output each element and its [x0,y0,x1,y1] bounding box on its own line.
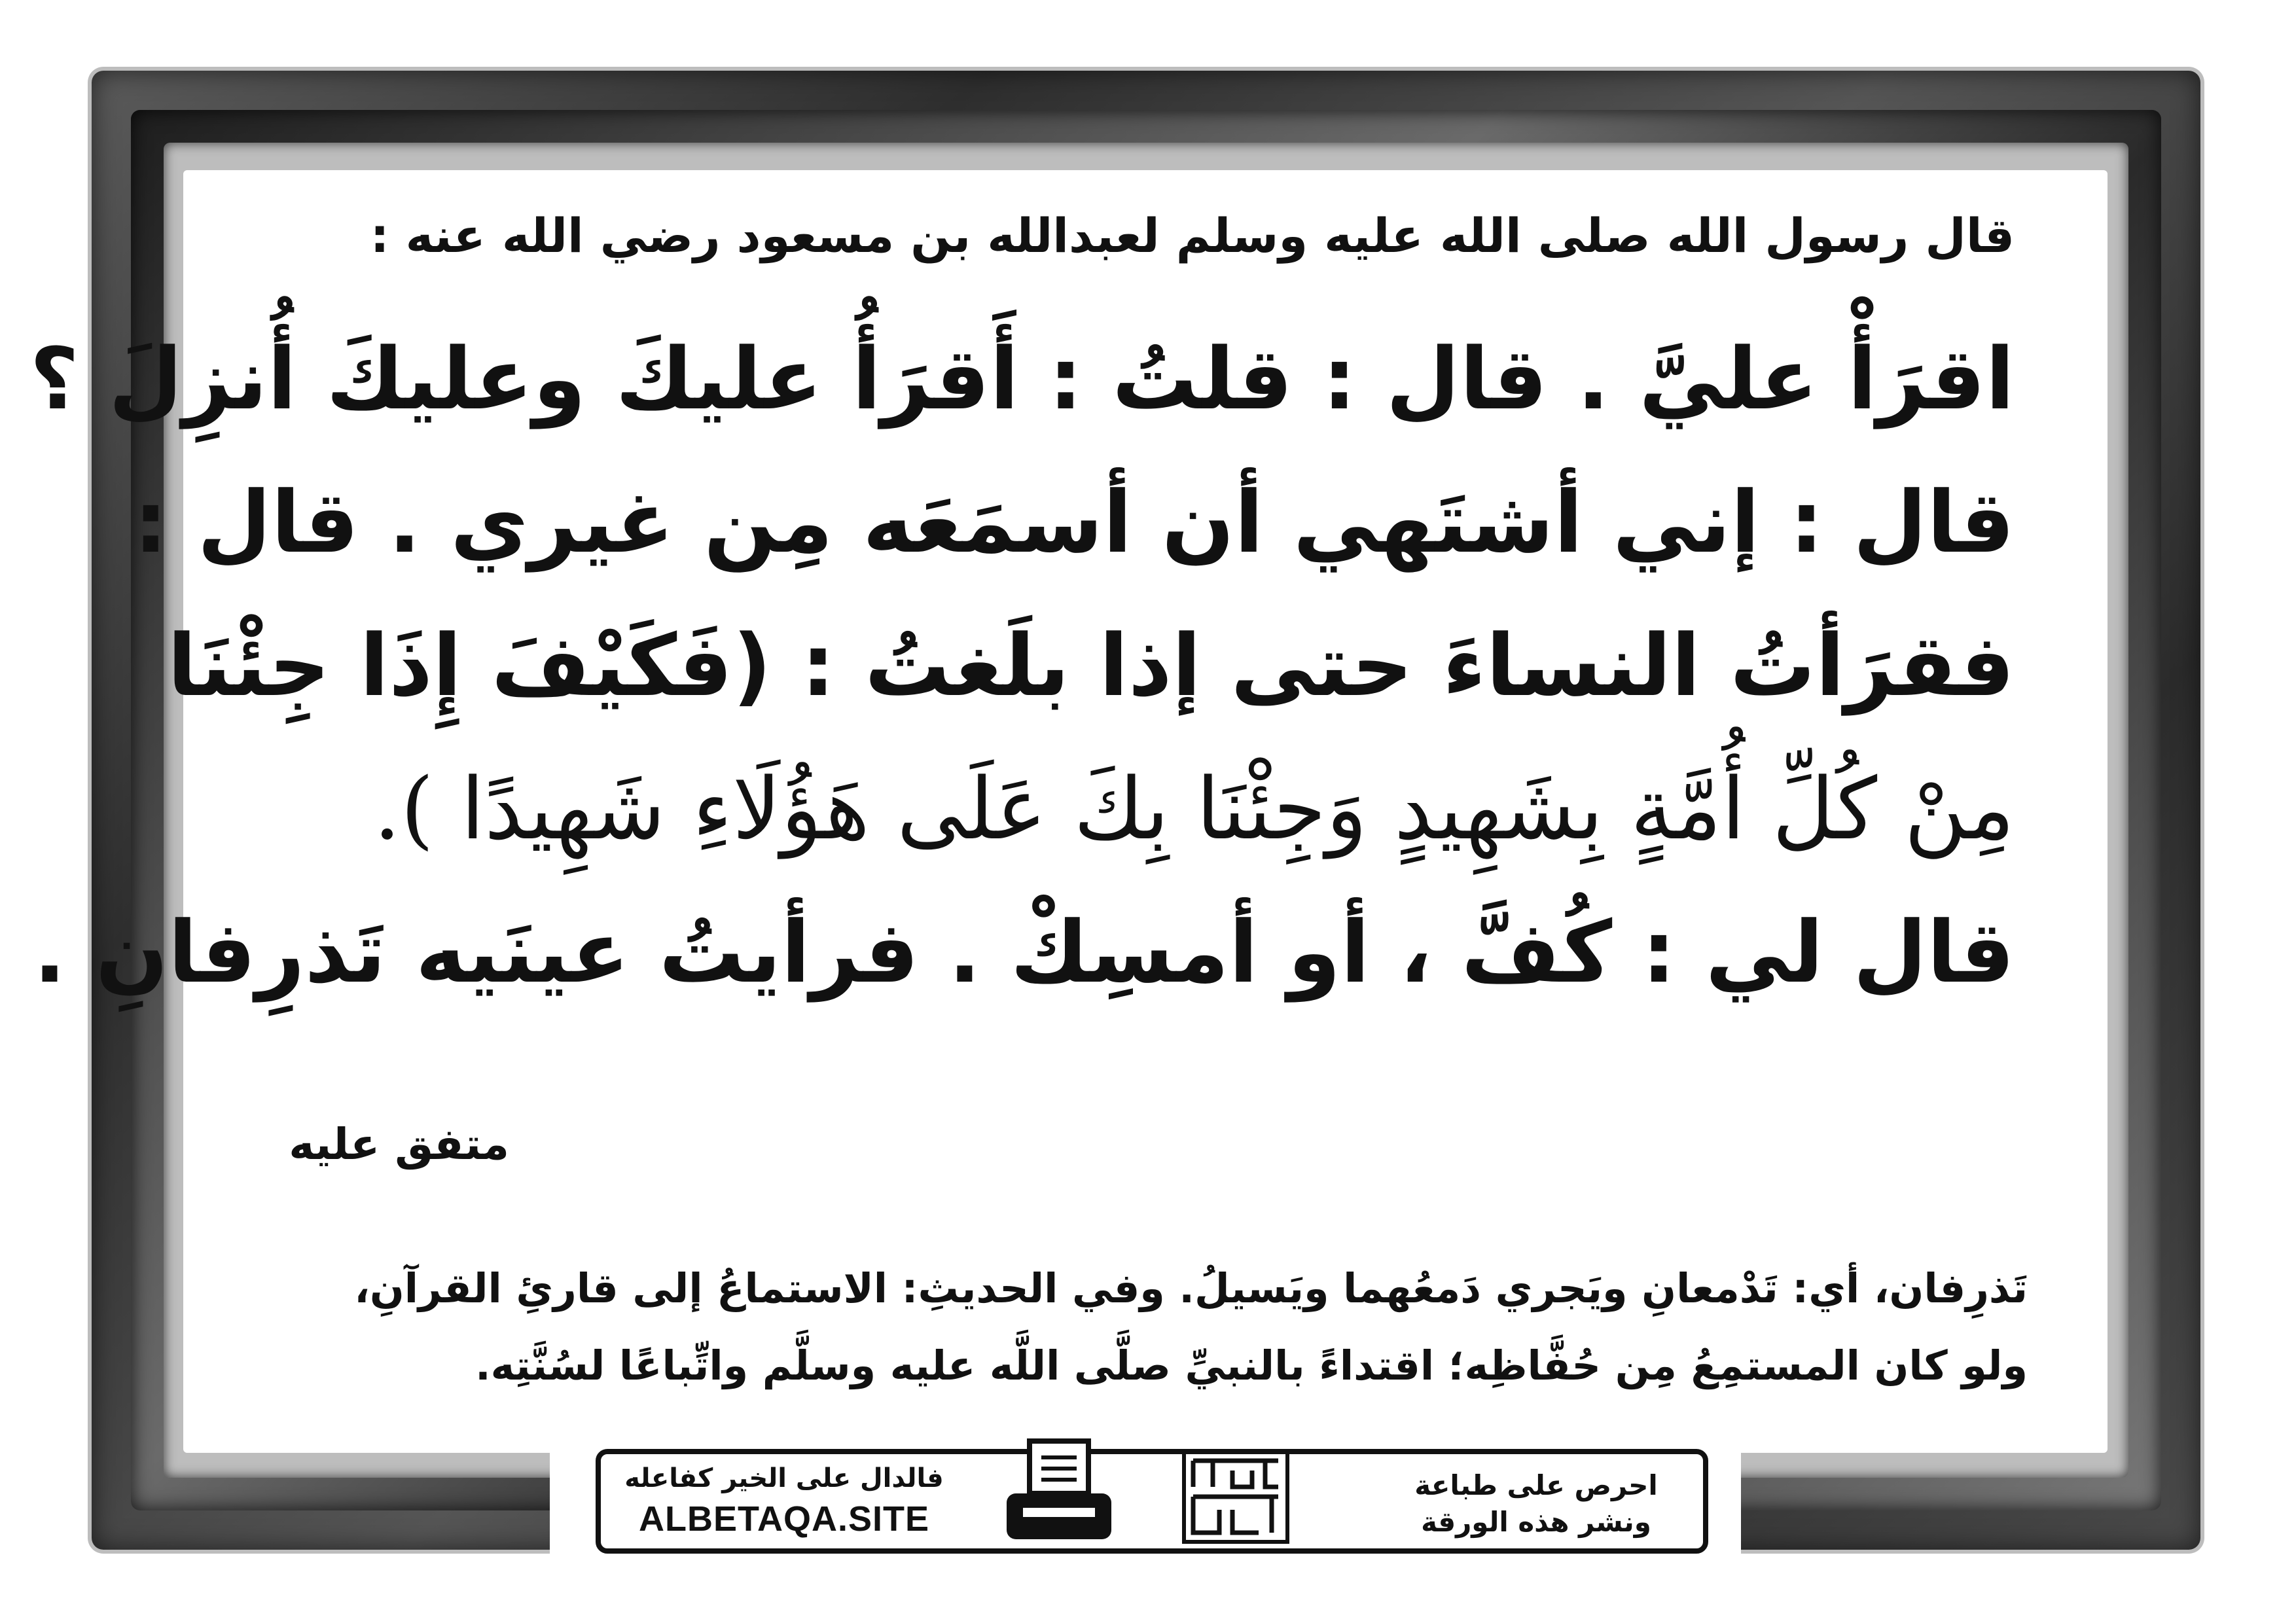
note-line-2: ولو كان المستمِعُ مِن حُفَّاظِه؛ اقتداءً بالنبيِّ صلَّى اللَّه عليه وسلَّم واتِّباعًا لسُنَّتِه. [475,1342,2028,1389]
hadith-line-2: قال : إني أشتَهي أن أسمَعَه مِن غيري . قال : [134,473,2015,572]
footer-website-block [620,1463,948,1539]
hadith-line-5: قال لي : كُفَّ ، أو أمسِكْ . فرأيتُ عينَيه تَذرِفانِ . [33,902,2015,1002]
footer-slogan: فالدال على الخير كفاعله [624,1463,944,1493]
hadith-source: متفق عليه [289,1119,509,1169]
call-line-2: ونشر هذه الورقة [1421,1506,1651,1538]
footer-bar [596,1449,1708,1554]
hadith-line-4-quran-verse: مِنْ كُلِّ أُمَّةٍ بِشَهِيدٍ وَجِئْنَا بِكَ عَلَى هَؤُلَاءِ شَهِيدًا ). [373,759,2015,859]
hadith-line-3: فقرَأتُ النساءَ حتى إذا بلَغتُ : (فَكَيْفَ إِذَا جِئْنَا [167,616,2015,715]
albetaqa-logo [1180,1448,1291,1546]
hadith-text [29,308,2015,1024]
hadith-line-1: اقرَأْ عليَّ . قال : قلتُ : أَقرَأُ عليكَ وعليكَ أُنزِلَ ؟ [29,329,2015,429]
note-line-1: تَذرِفان، أي: تَدْمعانِ ويَجري دَمعُهما ويَسيلُ. وفي الحديثِ: الاستماعُ إلى قارئِ القرآنِ، [354,1264,2028,1312]
print-call-to-action [1395,1467,1677,1541]
website-link[interactable]: ALBETAQA.SITE [639,1499,929,1539]
call-line-1: احرص على طباعة [1414,1469,1658,1501]
explanation-note [195,1250,2028,1404]
printer-icon [997,1428,1121,1552]
intro-line: قال رسول الله صلى الله عليه وسلم لعبدالله بن مسعود رضي الله عنه : [370,208,2015,263]
